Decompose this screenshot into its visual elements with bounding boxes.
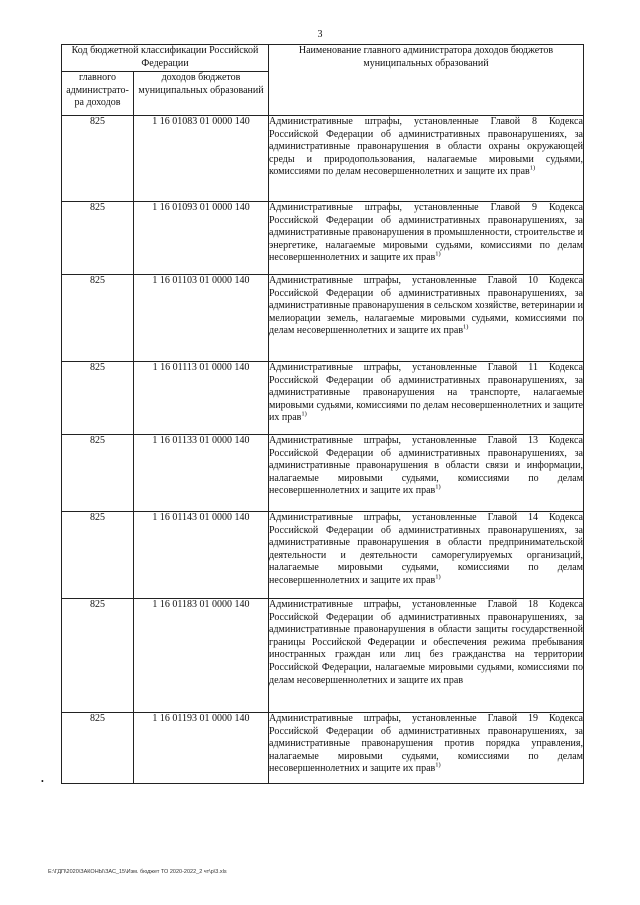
income-code-cell: 1 16 01193 01 0000 140 — [134, 713, 269, 784]
name-column-header: Наименование главного администратора доходов бюджетов муниципальных образований — [269, 45, 584, 116]
description-text: Административные штрафы, установленные Главой 9 Кодекса Российской Федерации об административных правонарушениях, за административные правонарушения в промышленности, строительстве и энергетике, налагаемые мировыми судьями, комиссиями по делам несовершеннолетних и защите их прав — [269, 202, 583, 264]
table-row — [62, 116, 584, 202]
margin-mark: • — [41, 777, 44, 786]
admin-code-cell: 825 — [62, 435, 134, 512]
table-row — [62, 275, 584, 362]
description-text: Административные штрафы, установленные Главой 11 Кодекса Российской Федерации об административных правонарушениях, за административные правонарушения на транспорте, налагаемые мировыми судьями, комиссиями по делам несовершеннолетних и защите их прав — [269, 362, 583, 424]
budget-classification-table — [61, 44, 584, 784]
footnote-mark: 1) — [435, 762, 441, 770]
description-cell — [269, 116, 584, 202]
footnote-mark: 1) — [435, 573, 441, 581]
admin-column-header: главного администрато-ра доходов — [62, 72, 134, 116]
description-text: Административные штрафы, установленные Главой 13 Кодекса Российской Федерации об административных правонарушениях, за административные правонарушения в области связи и информации, налагаемые мировыми судьями, комиссиями по делам несовершеннолетних и защите их прав — [269, 435, 583, 497]
footnote-mark: 1) — [463, 324, 469, 332]
description-text: Административные штрафы, установленные Главой 8 Кодекса Российской Федерации об административных правонарушениях, за административные правонарушения в области охраны окружающей среды и природопользования, налагаемые мировыми судьями, комиссиями по делам несовершеннолетних и защите их прав — [269, 116, 583, 178]
table-row — [62, 435, 584, 512]
income-column-header: доходов бюджетов муниципальных образований — [134, 72, 269, 116]
kbk-group-header: Код бюджетной классификации Российской Федерации — [62, 45, 269, 72]
description-cell — [269, 435, 584, 512]
description-cell — [269, 202, 584, 275]
footnote-mark: 1) — [435, 484, 441, 492]
description-cell — [269, 713, 584, 784]
description-cell — [269, 512, 584, 599]
description-text: Административные штрафы, установленные Главой 18 Кодекса Российской Федерации об административных правонарушениях, за административные правонарушения в области защиты государственной границы Российской Федерации и обеспечения режима пребывания иностранных граждан или лиц без гражданства на территории Российской Федерации, налагаемые мировыми судьями, комиссиями по делам несовершеннолетних и защите их прав — [269, 599, 583, 686]
table-row — [62, 713, 584, 784]
description-text: Административные штрафы, установленные Главой 14 Кодекса Российской Федерации об административных правонарушениях, за административные правонарушения в области предпринимательской деятельности и деятельности саморегулируемых организаций, налагаемые мировыми судьями, комиссиями по делам несовершеннолетних и защите их прав — [269, 512, 583, 586]
table-row — [62, 362, 584, 435]
description-cell — [269, 275, 584, 362]
file-path-footer: E:\ГДП\2020\ЗАКОНЫ\ЗАС_15\Изм. бюджет ТО 2020-2022_2 чт\p\3.xls — [48, 869, 227, 875]
description-text: Административные штрафы, установленные Главой 10 Кодекса Российской Федерации об административных правонарушениях, за административные правонарушения в сельском хозяйстве, ветеринарии и мелиорации земель, налагаемые мировыми судьями, комиссиями по делам несовершеннолетних и защите их прав — [269, 275, 583, 337]
table-row — [62, 202, 584, 275]
income-code-cell: 1 16 01133 01 0000 140 — [134, 435, 269, 512]
table-body — [62, 116, 584, 784]
table-row — [62, 599, 584, 713]
admin-code-cell: 825 — [62, 202, 134, 275]
income-code-cell: 1 16 01083 01 0000 140 — [134, 116, 269, 202]
admin-code-cell: 825 — [62, 599, 134, 713]
income-code-cell: 1 16 01103 01 0000 140 — [134, 275, 269, 362]
admin-code-cell: 825 — [62, 512, 134, 599]
footnote-mark: 1) — [529, 165, 536, 173]
admin-code-cell: 825 — [62, 713, 134, 784]
footnote-mark: 1) — [435, 251, 441, 259]
income-code-cell: 1 16 01183 01 0000 140 — [134, 599, 269, 713]
description-cell — [269, 599, 584, 713]
income-code-cell: 1 16 01143 01 0000 140 — [134, 512, 269, 599]
income-code-cell: 1 16 01113 01 0000 140 — [134, 362, 269, 435]
admin-code-cell: 825 — [62, 275, 134, 362]
footnote-mark: 1) — [301, 411, 307, 419]
table-row — [62, 512, 584, 599]
admin-code-cell: 825 — [62, 362, 134, 435]
description-cell — [269, 362, 584, 435]
page-number: 3 — [317, 29, 323, 40]
description-text: Административные штрафы, установленные Главой 19 Кодекса Российской Федерации об административных правонарушениях, за административные правонарушения против порядка управления, налагаемые мировыми судьями, комиссиями по делам несовершеннолетних и защите их прав — [269, 713, 583, 775]
admin-code-cell: 825 — [62, 116, 134, 202]
income-code-cell: 1 16 01093 01 0000 140 — [134, 202, 269, 275]
